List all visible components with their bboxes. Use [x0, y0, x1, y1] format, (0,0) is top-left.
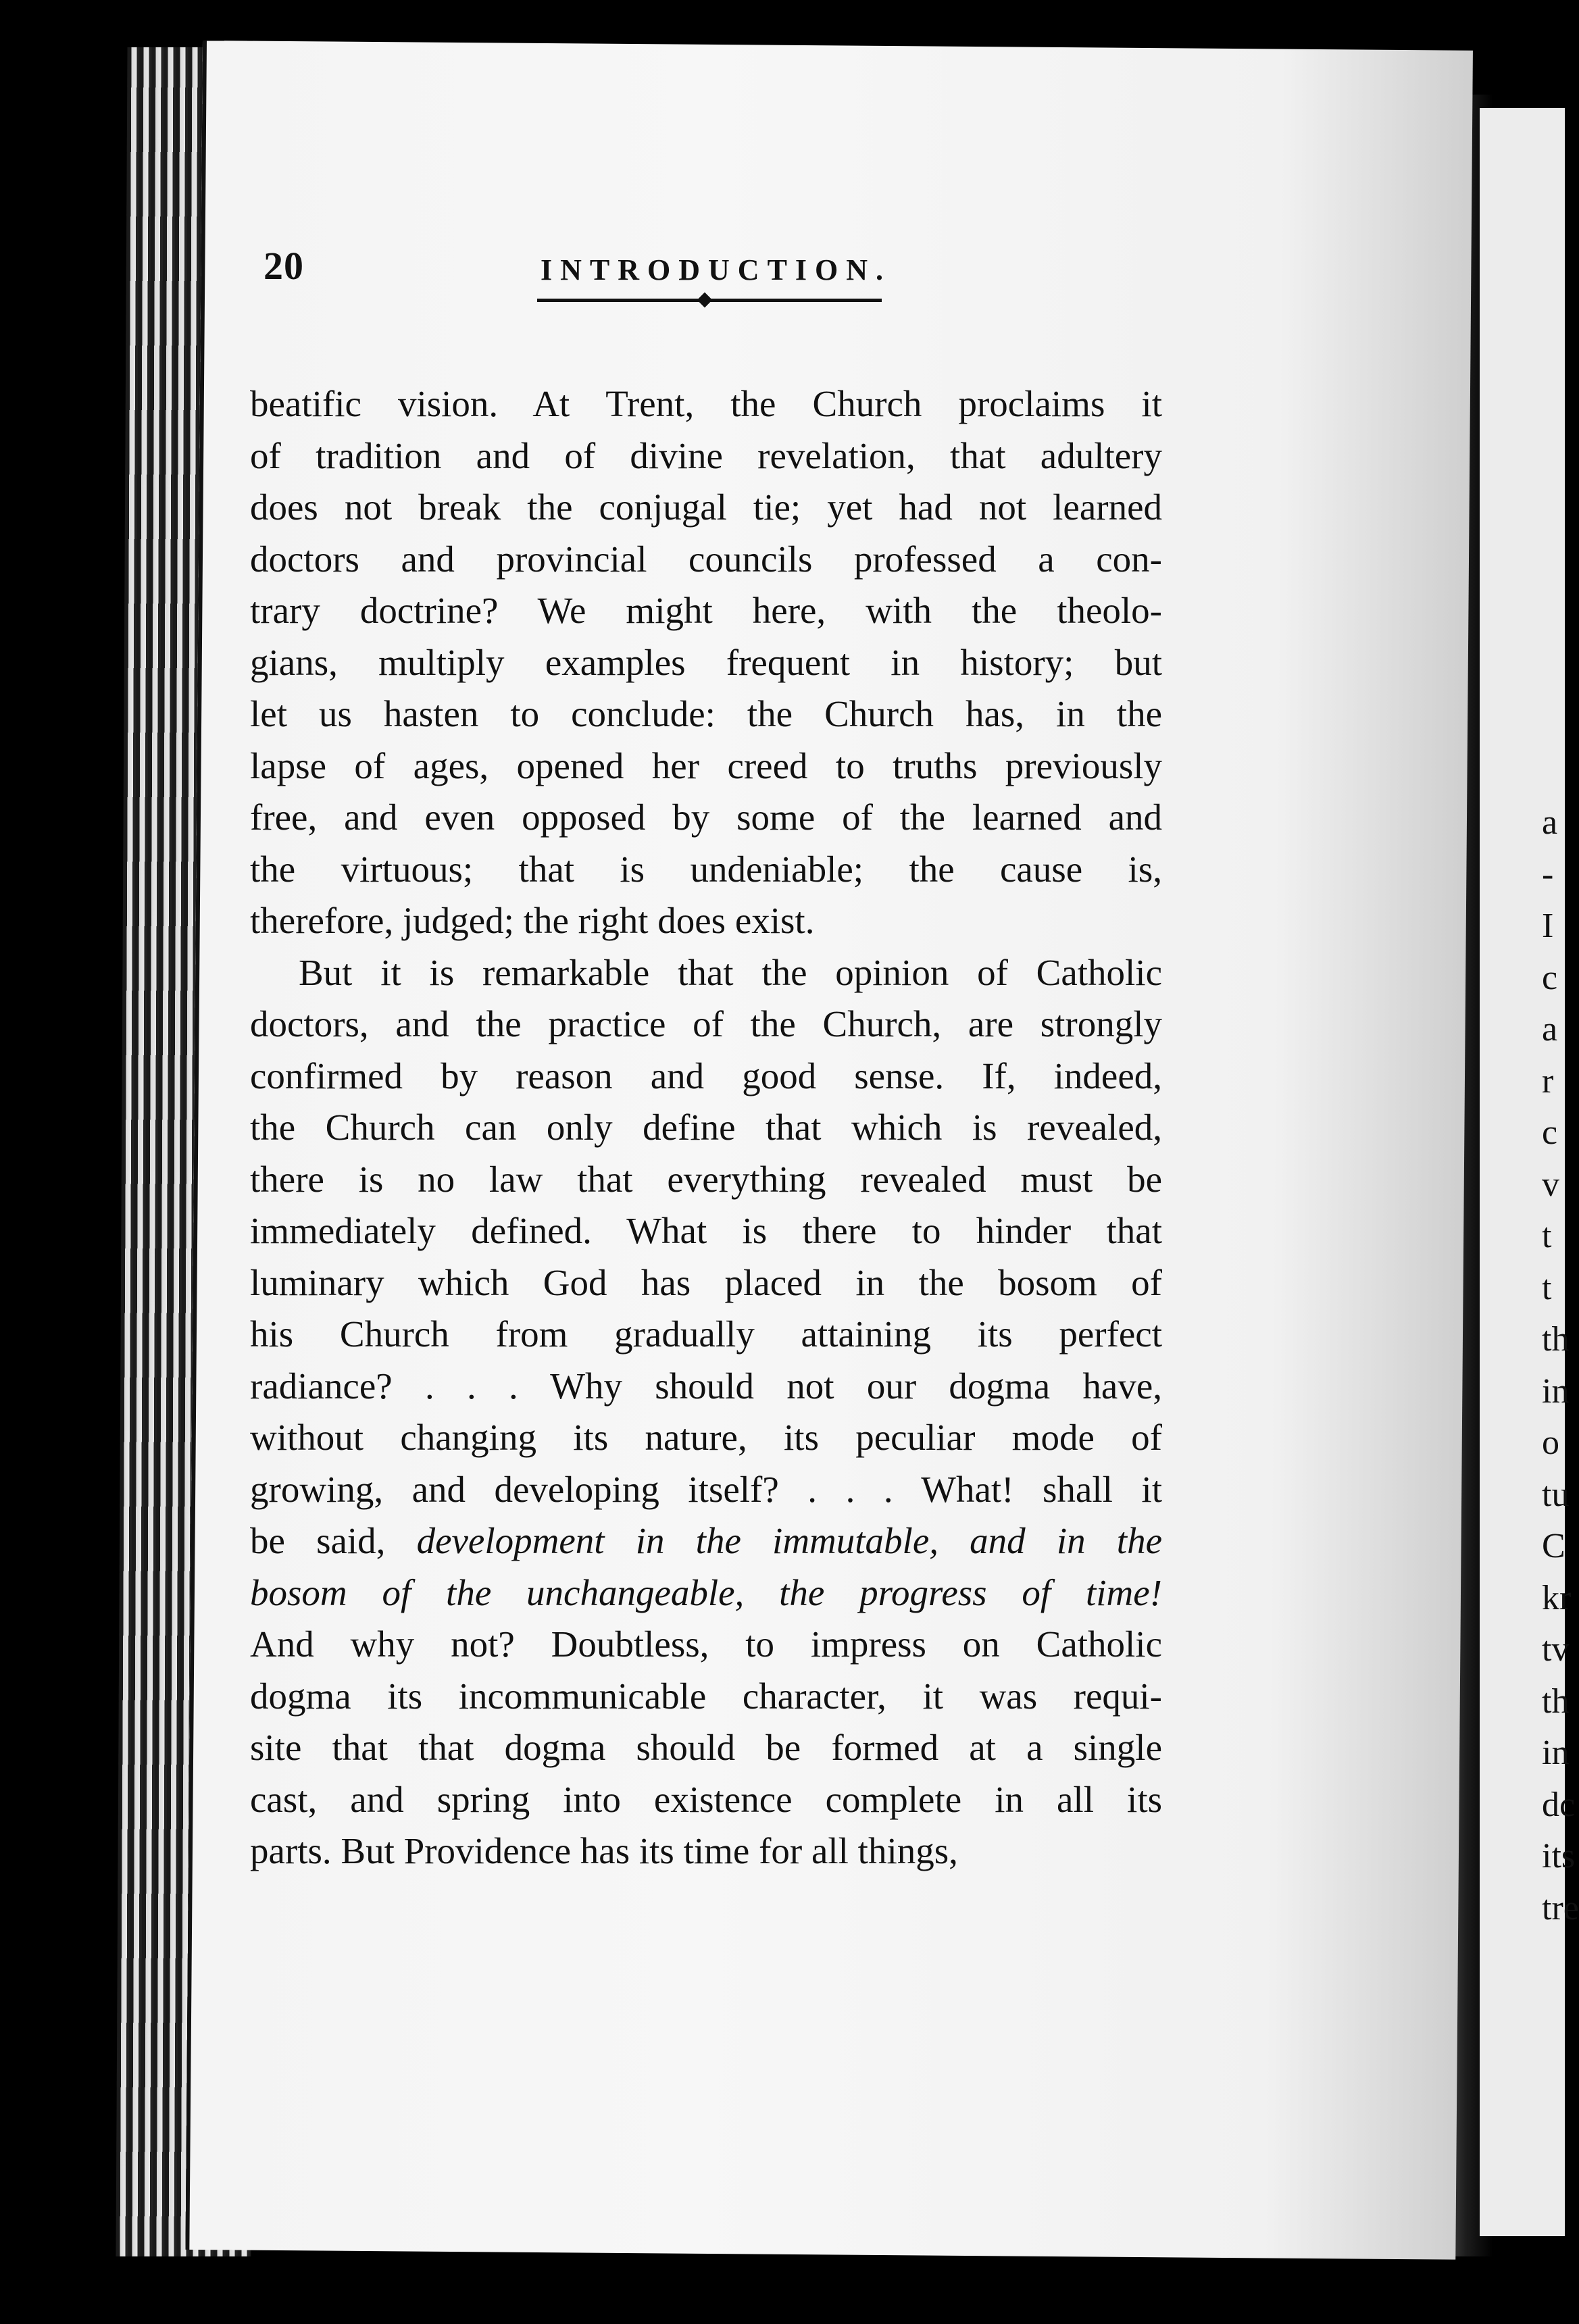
text-line: his Church from gradually attaining its perfect: [250, 1313, 1162, 1355]
page-header: [264, 243, 1155, 297]
adjacent-page-fragments: [1542, 797, 1579, 1934]
adjacent-fragment: th: [1542, 1320, 1570, 1359]
adjacent-fragment: t: [1542, 1217, 1552, 1255]
text-line-with-italic: [250, 1515, 1162, 1567]
text-line: does not break the conjugal tie; yet had not learned: [250, 486, 1162, 528]
adjacent-fragment: I: [1542, 907, 1554, 945]
text-line: And why not? Doubtless, to impress on Catholic: [250, 1623, 1162, 1665]
text-line: there is no law that everything revealed must be: [250, 1158, 1162, 1200]
text-line: luminary which God has placed in the bosom of: [250, 1261, 1162, 1303]
text-line: the virtuous; that is undeniable; the cause is,: [250, 848, 1162, 890]
text-line: lapse of ages, opened her creed to truths previously: [250, 744, 1162, 786]
text-line: beatific vision. At Trent, the Church proclaims it: [250, 383, 1162, 424]
adjacent-fragment: tre: [1542, 1888, 1579, 1927]
text-line: doctors and provincial councils professed a con-: [250, 538, 1162, 580]
adjacent-fragment: t: [1542, 1268, 1552, 1307]
text-line: trary doctrine? We might here, with the theolo-: [250, 590, 1162, 631]
text-line: of tradition and of divine revelation, that adultery: [250, 434, 1162, 476]
text-line: doctors, and the practice of the Church, are strongly: [250, 1003, 1162, 1044]
text-line: parts. But Providence has its time for all things,: [250, 1830, 958, 1871]
body-text: [250, 378, 1162, 1877]
adjacent-fragment: tu: [1542, 1475, 1570, 1514]
adjacent-fragment: tv: [1542, 1630, 1570, 1669]
text-run: be said,: [250, 1520, 417, 1561]
adjacent-fragment: r: [1542, 1061, 1554, 1101]
paragraph-2: [250, 947, 1162, 1877]
adjacent-fragment: kr: [1542, 1578, 1572, 1617]
text-line: without changing its nature, its peculiar mode of: [250, 1417, 1162, 1458]
italic-line: bosom of the unchangeable, the progress of time!: [250, 1571, 1162, 1613]
text-line: therefore, judged; the right does exist.: [250, 900, 815, 941]
text-line: let us hasten to conclude: the Church has, in the: [250, 693, 1162, 734]
adjacent-fragment: v: [1542, 1165, 1559, 1204]
text-line: growing, and developing itself? . . . What! shall it: [250, 1468, 1162, 1510]
adjacent-fragment: a: [1542, 803, 1558, 842]
text-line: cast, and spring into existence complete in all its: [250, 1778, 1162, 1820]
text-line: site that that dogma should be formed at a single: [250, 1727, 1162, 1768]
text-line: radiance? . . . Why should not our dogma have,: [250, 1365, 1162, 1407]
adjacent-fragment: o: [1542, 1423, 1559, 1462]
text-line: free, and even opposed by some of the learned and: [250, 797, 1162, 838]
adjacent-fragment: c: [1542, 1113, 1558, 1152]
adjacent-fragment: th: [1542, 1682, 1570, 1721]
text-line: dogma its incommunicable character, it was requi-: [250, 1675, 1162, 1717]
adjacent-fragment: dc: [1542, 1785, 1576, 1824]
text-line: gians, multiply examples frequent in history; but: [250, 641, 1162, 683]
page-number: 20: [264, 244, 304, 288]
adjacent-fragment: its: [1542, 1837, 1576, 1875]
adjacent-fragment: -: [1542, 855, 1554, 894]
running-head: INTRODUCTION.: [541, 253, 892, 286]
paragraph-1: [250, 378, 1162, 947]
italic-run: development in the immutable, and in the: [416, 1520, 1162, 1561]
adjacent-fragment: a: [1542, 1010, 1558, 1049]
adjacent-fragment: c: [1542, 958, 1558, 997]
adjacent-fragment: C: [1542, 1527, 1565, 1565]
text-line: But it is remarkable that the opinion of Catholic: [299, 951, 1162, 993]
adjacent-fragment: in: [1542, 1734, 1570, 1772]
text-line: immediately defined. What is there to hinder that: [250, 1210, 1162, 1251]
adjacent-fragment: in: [1542, 1371, 1570, 1411]
text-line: the Church can only define that which is revealed,: [250, 1107, 1162, 1148]
text-line: confirmed by reason and good sense. If, indeed,: [250, 1055, 1162, 1096]
